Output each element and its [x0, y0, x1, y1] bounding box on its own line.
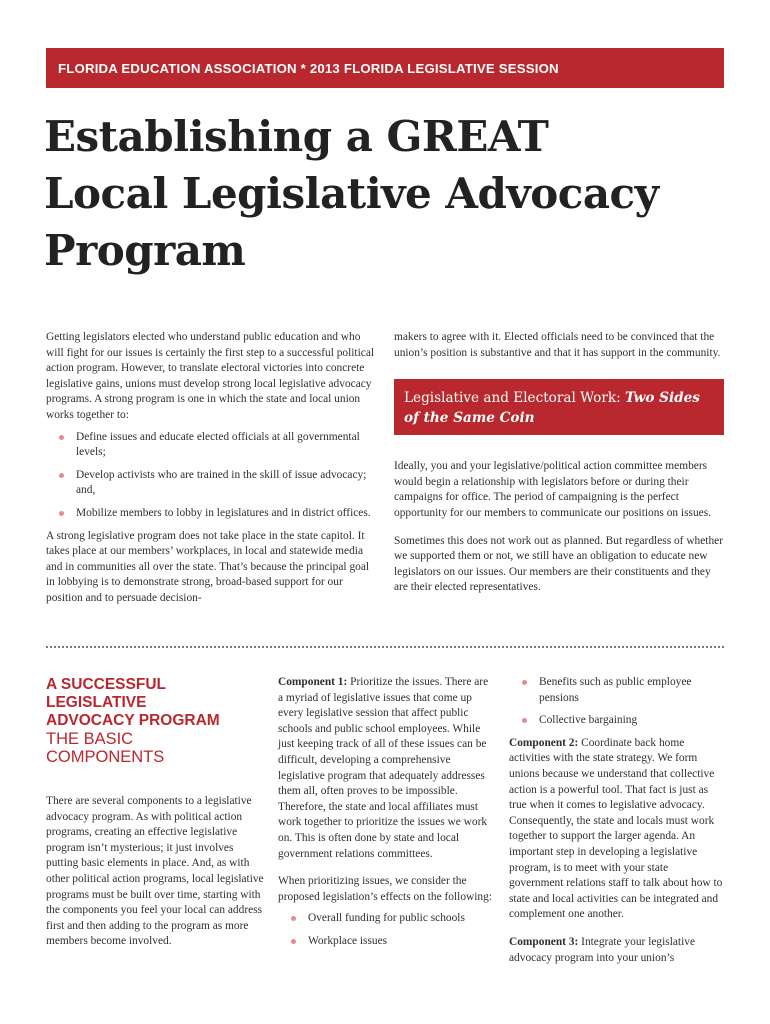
section-heading — [46, 676, 266, 766]
list-item: Define issues and educate elected officials at all governmental levels; — [46, 430, 378, 461]
list-item: Develop activists who are trained in the skill of issue advocacy; and, — [46, 468, 378, 499]
section-intro-column — [46, 794, 264, 950]
component-3-label: Component 3: — [509, 935, 579, 948]
intro-bullet-list — [46, 430, 378, 522]
bullet-dot-icon — [291, 939, 296, 944]
title-line-1: Establishing a GREAT — [44, 112, 549, 161]
right-paragraph-2: Sometimes this does not work out as planned. But regardless of whether we supported them or not, we still have an obligation to educate new legislators on our issues. Our members are their constituents and they are their elected representatives. — [394, 534, 724, 594]
section-heading-line-3: ADVOCACY PROGRAM — [46, 712, 220, 729]
section-intro-paragraph: There are several components to a legislative advocacy program. As with political action programs, creating an effective legislative program isn’t mysterious; it just involves putting basic elements in place. And, as with other political action programs, local legislative programs must be built over time, starting with the components you feel your local can address first and then adding to the program as more members become involved. — [46, 795, 264, 948]
list-item: Collective bargaining — [509, 713, 725, 729]
callout-box — [394, 379, 724, 435]
section-heading-line-2: LEGISLATIVE — [46, 694, 147, 711]
component-1-paragraph: Component 1: Prioritize the issues. There are a myriad of legislative issues that come up every legislative session that affect public schools and public school employees. While just keeping track of all of these issues can be difficult, developing a comprehensive legislative program that adequately addresses them all, often proves to be impossible. Therefore, the state and local affiliates must work together to prioritize the issues we work on. This is often done by state and local government relations committees. — [278, 676, 489, 860]
component-2-paragraph: Component 2: Coordinate back home activities with the state strategy. We form unions because we understand that collective action is a powerful tool. That fact is just as true when it comes to legislative advocacy. Consequently, the state and locals must work together to support the larger agenda. An important step in developing a legislative program, is to meet with your state government relations staff to talk about how to state and local activities can be integrated and complement one another. — [509, 736, 723, 921]
bullet-dot-icon — [59, 511, 64, 516]
intro-paragraph-1: Getting legislators elected who understand public education and who will fight for our issues is certainly the first step to a successful political action program. However, to translate electoral victories into concrete legislative gains, unions must develop strong local legislative advocacy programs. A strong program is one in which the state and local union works together to: — [46, 331, 375, 421]
intro-paragraph-2: A strong legislative program does not take place in the state capitol. It takes place at our members’ workplaces, in local and statewide media and in communities all over the state. That’s because the principal goal in lobbying is to demonstrate strong, broad-based support for our position and to persuade decision- — [46, 529, 370, 604]
right-paragraph-1: Ideally, you and your legislative/political action committee members would begin a relationship with legislators before or during their campaigns for office. The period of campaigning is the perfect opportunity for our members to communicate our positions on issues. — [394, 460, 711, 519]
component-1-followup: When prioritizing issues, we consider the proposed legislation’s effects on the following: — [278, 875, 492, 903]
intro-column-left — [46, 330, 378, 607]
bullet-dot-icon — [59, 473, 64, 478]
list-item: Workplace issues — [278, 934, 492, 950]
section-subheading-line-1: THE BASIC — [46, 730, 134, 748]
title-line-2: Local Legislative Advocacy — [44, 169, 659, 218]
callout-title: Legislative and Electoral Work: — [404, 390, 626, 407]
intro-column-right — [394, 330, 724, 596]
section-subheading-line-2: COMPONENTS — [46, 748, 165, 766]
list-item: Mobilize members to lobby in legislatures and in district offices. — [46, 506, 378, 522]
priority-bullet-list — [278, 911, 492, 949]
component-2-label: Component 2: — [509, 736, 579, 749]
component-column-middle — [278, 675, 492, 957]
page-title — [44, 108, 734, 279]
priority-bullet-list-continued — [509, 675, 725, 729]
bullet-dot-icon — [291, 916, 296, 921]
section-heading-line-1: A SUCCESSFUL — [46, 676, 166, 693]
intro-paragraph-3: makers to agree with it. Elected officials need to be convinced that the union’s position is substantive and that it has support in the community. — [394, 331, 721, 359]
bullet-dot-icon — [522, 718, 527, 723]
bullet-dot-icon — [59, 435, 64, 440]
component-3-paragraph: Component 3: Integrate your legislative advocacy program into your union’s — [509, 935, 696, 964]
list-item: Benefits such as public employee pensions — [509, 675, 725, 706]
title-line-3: Program — [44, 226, 246, 275]
dotted-divider — [46, 646, 724, 648]
header-banner: FLORIDA EDUCATION ASSOCIATION * 2013 FLORIDA LEGISLATIVE SESSION — [46, 48, 724, 88]
component-column-right — [509, 675, 725, 966]
bullet-dot-icon — [522, 680, 527, 685]
list-item: Overall funding for public schools — [278, 911, 492, 927]
callout-emphasis: Two Sides of the Same Coin — [404, 390, 700, 427]
component-1-label: Component 1: — [278, 676, 348, 688]
